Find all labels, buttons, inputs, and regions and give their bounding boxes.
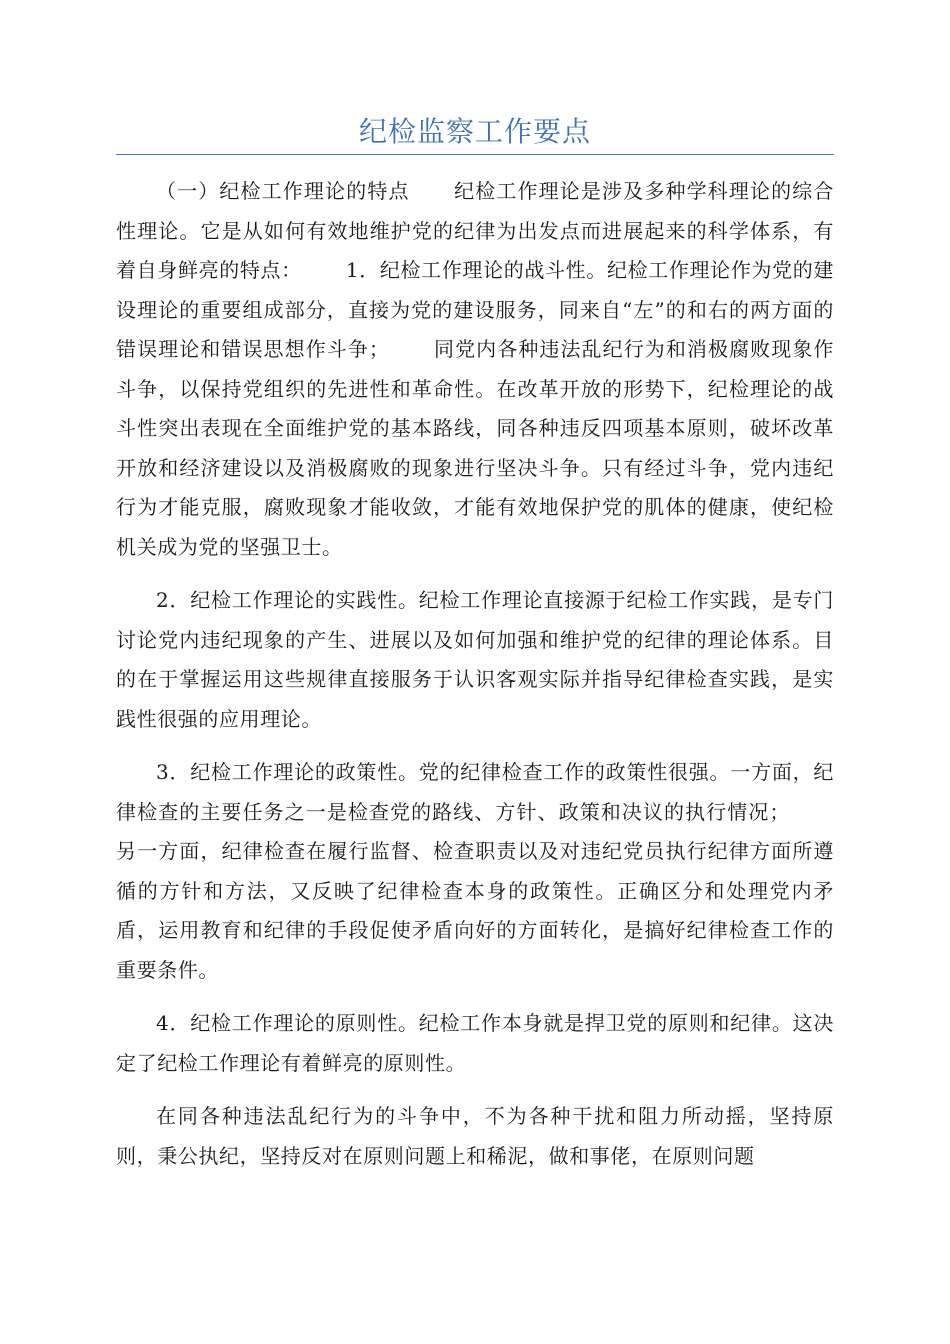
paragraph-3-continuation: 另一方面，纪律检查在履行监督、检查职责以及对违纪党员执行纪律方面所遵循的方针和方法，又反映了纪律检查本身的政策性。正确区分和处理党内矛盾，运用教育和纪律的手段促使矛盾向好的方面转化，是搞好纪律检查工作的重要条件。 — [116, 839, 834, 982]
paragraph-3 — [116, 753, 834, 990]
paragraph-1 — [116, 172, 834, 567]
paragraph-1-heading: （一）纪检工作理论的特点 — [156, 179, 410, 203]
paragraph-4-text: 4．纪检工作理论的原则性。纪检工作本身就是捍卫党的原则和纪律。这决定了纪检工作理论有着鲜亮的原则性。 — [116, 1011, 834, 1075]
paragraph-2 — [116, 581, 834, 739]
paragraph-1-continuation: 同党内各种违法乱纪行为和消极腐败现象作斗争，以保持党组织的先进性和革命性。在改革开放的形势下，纪检理论的战斗性突出表现在全面维护党的基本路线，同各种违反四项基本原则，破坏改革开放和经济建设以及消极腐败的现象进行坚决斗争。只有经过斗争，党内违纪行为才能克服，腐败现象才能收敛，才能有效地保护党的肌体的健康，使纪检机关成为党的坚强卫士。 — [116, 337, 834, 559]
document-body — [116, 172, 834, 1190]
paragraph-1-point-1: 1．纪检工作理论的战斗性。纪检工作理论作为党的建设理论的重要组成部分，直接为党的建设服务，同来自“左”的和右的两方面的错误理论和错误思想作斗争； — [116, 258, 835, 361]
paragraph-4 — [116, 1004, 834, 1083]
paragraph-5-text: 在同各种违法乱纪行为的斗争中，不为各种干扰和阻力所动摇，坚持原则，秉公执纪，坚持反对在原则问题上和稀泥，做和事佬，在原则问题 — [116, 1104, 834, 1168]
paragraph-3-text: 3．纪检工作理论的政策性。党的纪律检查工作的政策性很强。一方面，纪律检查的主要任务之一是检查党的路线、方针、政策和决议的执行情况； — [116, 760, 834, 824]
title-underline — [116, 154, 834, 155]
paragraph-2-text: 2．纪检工作理论的实践性。纪检工作理论直接源于纪检工作实践，是专门讨论党内违纪现象的产生、进展以及如何加强和维护党的纪律的理论体系。目的在于掌握运用这些规律直接服务于认识客观实际并指导纪律检查实践，是实践性很强的应用理论。 — [116, 588, 834, 731]
paragraph-1-intro: 纪检工作理论是涉及多种学科理论的综合性理论。它是从如何有效地维护党的纪律为出发点而进展起来的科学体系，有着自身鲜亮的特点： — [116, 179, 834, 282]
paragraph-5 — [116, 1097, 834, 1176]
document-title: 纪检监察工作要点 — [358, 115, 591, 148]
